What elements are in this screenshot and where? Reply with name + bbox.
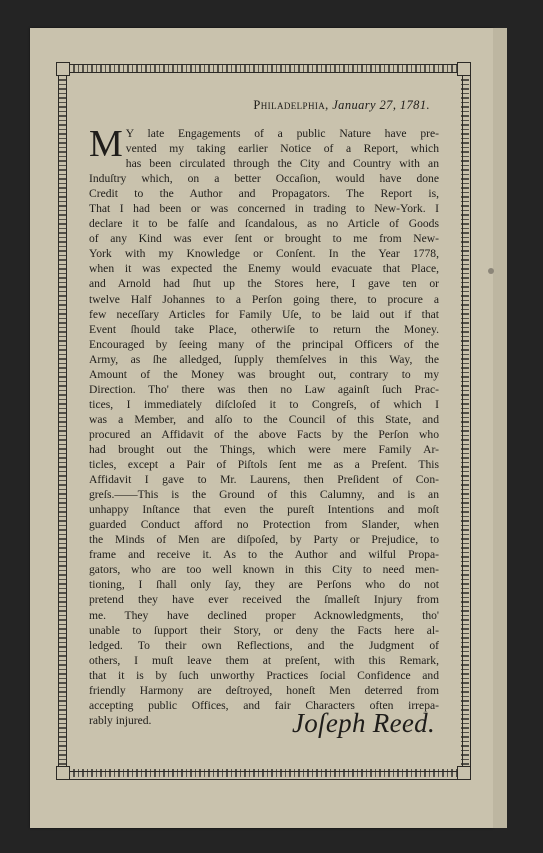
text-line: friendly Harmony are deſtroyed, honeſt Men deterred from xyxy=(89,683,439,697)
text-line: and Arnold had ſhut up the Stores here, I gave ten or xyxy=(89,277,439,291)
paper-edge xyxy=(493,28,507,828)
text-line: had brought out the Things, which were mere Family Ar- xyxy=(89,442,439,456)
statement-body xyxy=(89,123,439,728)
text-line: tices, I immediately diſcloſed it to Congreſs, of which I xyxy=(89,397,439,411)
text-line: Encouraged by ſeeing many of the principal Officers of the xyxy=(89,337,439,351)
text-line: Affidavit I gave to Mr. Laurens, then Preſident of Con- xyxy=(89,473,439,487)
text-line: Induſtry which, on a better Occaſion, would have done xyxy=(89,172,439,186)
text-line: Y late Engagements of a public Nature have pre- xyxy=(125,127,439,140)
text-line: others, I muſt leave them at preſent, with this Remark, xyxy=(89,653,439,667)
text-line: unable to ſupport their Story, or deny the Facts here al- xyxy=(89,623,439,637)
dateline-place: Philadelphia, xyxy=(253,98,329,112)
text-line: tioning, I ſhall only ſay, they are Perſons who do not xyxy=(89,578,439,592)
text-line: Army, as ſhe alledged, ſupply themſelves in this Way, the xyxy=(89,352,439,366)
text-line: accepting public Offices, and fair Characters often irrepa- xyxy=(89,698,439,712)
text-line: rably injured. xyxy=(89,713,152,727)
ornament-top xyxy=(64,65,463,73)
text-line: York with my Knowledge or Conſent. In the Year 1778, xyxy=(89,247,439,261)
ornament-left xyxy=(59,70,67,772)
text-line: when it was expected the Enemy would evacuate that Place, xyxy=(89,262,439,276)
text-line: greſs.——This is the Ground of this Calumny, and is an xyxy=(89,488,439,502)
text-line: That I had been or was concerned in trading to New-York. I xyxy=(89,202,439,216)
text-line: Credit to the Author and Propagators. The Report is, xyxy=(89,187,439,201)
text-line: of any Kind was ever ſent or brought to me from New- xyxy=(89,232,439,246)
text-line: few neceſſary Articles for Family Uſe, to be laid out if that xyxy=(89,307,439,321)
corner-ornament-bottom-right xyxy=(457,766,471,780)
text-line: vented my taking earlier Notice of a Report, which xyxy=(125,142,439,156)
text-line: the Minds of Men are diſpoſed, by Party or Prejudice, to xyxy=(89,533,439,547)
text-line: gators, who are too well known in this City to need men- xyxy=(89,563,439,577)
text-line: unhappy Inſtance that even the pureſt Intentions and moſt xyxy=(89,503,439,517)
corner-ornament-top-right xyxy=(457,62,471,76)
dateline-date: January 27, 1781. xyxy=(332,98,430,112)
text-line: declare it to be falſe and ſcandalous, as no Article of Goods xyxy=(89,217,439,231)
corner-ornament-top-left xyxy=(56,62,70,76)
text-line: procured an Affidavit of the above Facts by the Perſon who xyxy=(89,427,439,441)
text-line: Amount of the Money was brought out, contrary to my xyxy=(89,367,439,381)
text-line: guarded Conduct afford no Protection from Slander, when xyxy=(89,518,439,532)
drop-cap: M xyxy=(89,123,123,165)
corner-ornament-bottom-left xyxy=(56,766,70,780)
text-line: was a Member, and alſo to the Council of this State, and xyxy=(89,412,439,426)
text-line: that it is by ſuch unworthy Practices ſocial Confidence and xyxy=(89,668,439,682)
statement-lines xyxy=(89,123,439,728)
dateline xyxy=(80,98,430,113)
text-line: ticles, except a Pair of Piſtols ſent me as a Preſent. This xyxy=(89,458,439,472)
ornament-bottom xyxy=(64,769,463,777)
text-line: has been circulated through the City and Country with an xyxy=(125,157,439,171)
text-line: Direction. Tho' there was then no Law againſt ſuch Prac- xyxy=(89,382,439,396)
text-line: ledged. To their own Reflections, and the Judgment of xyxy=(89,638,439,652)
signature: Joſeph Reed. xyxy=(291,708,435,738)
text-line: frame and receive it. As to the Author and wilful Propa- xyxy=(89,548,439,562)
text-line: Event ſhould take Place, otherwiſe to return the Money. xyxy=(89,322,439,336)
ornament-right xyxy=(461,70,469,772)
text-line: twelve Half Johannes to a Perſon going there, to procure a xyxy=(89,292,439,306)
text-line: me. They have declined proper Acknowledgments, tho' xyxy=(89,608,439,622)
paper-tack-mark xyxy=(488,268,494,274)
text-line: pretend they have ever received the ſmalleſt Injury from xyxy=(89,593,439,607)
